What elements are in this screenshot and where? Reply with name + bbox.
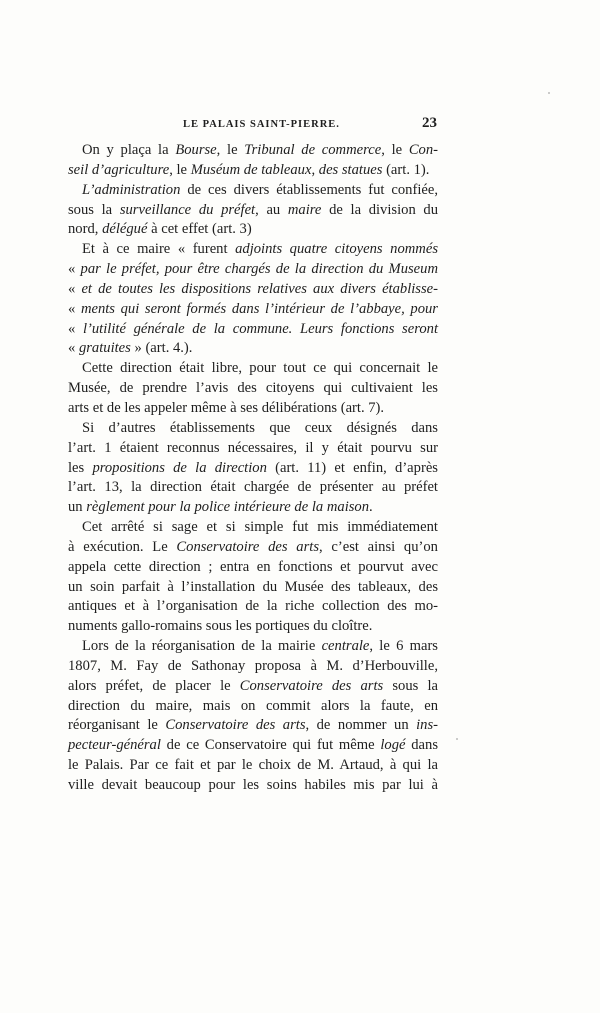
italic-text: des statues <box>318 161 383 178</box>
text-line <box>68 478 438 498</box>
text-line <box>68 538 438 558</box>
italic-text: surveillance du préfet <box>119 201 256 218</box>
text-line <box>68 260 438 280</box>
text-run: alors préfet, de placer le <box>68 677 240 694</box>
text-run: dans <box>405 737 438 754</box>
italic-text: Conservatoire des arts <box>176 538 319 555</box>
text-run: (art. 11) et enfin, d’après <box>266 459 438 476</box>
text-line <box>68 736 438 756</box>
italic-text: logé <box>380 737 406 754</box>
text-run: « <box>68 320 83 337</box>
text-line <box>68 677 438 697</box>
text-line <box>68 300 438 320</box>
text-line <box>68 459 438 479</box>
italic-text: L’administration <box>82 181 181 198</box>
text-line <box>68 518 438 538</box>
text-line <box>68 716 438 736</box>
text-line <box>68 379 438 399</box>
text-line <box>68 617 438 637</box>
scan-speck <box>456 738 458 740</box>
text-run: , c’est ainsi qu’on <box>319 538 438 555</box>
italic-text: seil d’agriculture <box>68 161 170 178</box>
text-run: le Palais. Par ce fait et par le choix de M. Artaud, à qui la <box>68 757 438 774</box>
text-run: « <box>68 261 81 278</box>
italic-text: par le préfet, pour être chargés de la direction du Museum <box>80 261 438 278</box>
text-line <box>68 756 438 776</box>
text-run: de ces divers établissements fut confiée, <box>180 181 438 198</box>
text-line <box>68 339 438 359</box>
text-run: sous la <box>383 677 438 694</box>
text-run: « <box>68 280 82 297</box>
italic-text: Muséum de tableaux <box>190 161 312 178</box>
text-run: l’art. 1 étaient reconnus nécessaires, il y était pourvu sur <box>68 439 438 456</box>
text-run: à exécution. Le <box>68 538 177 555</box>
text-run: , le <box>169 161 191 178</box>
italic-text: délégué <box>102 221 148 238</box>
text-run: ville devait beaucoup pour les soins habiles mis par lui à <box>68 777 438 793</box>
text-run: (art. 1). <box>382 161 430 178</box>
text-line <box>68 657 438 677</box>
text-line <box>68 161 438 181</box>
text-run: les <box>68 459 93 476</box>
italic-text: et de toutes les dispositions relatives aux divers établisse- <box>81 280 438 297</box>
text-line <box>68 280 438 300</box>
italic-text: ments qui seront formés dans l’intérieur de l’abbaye, pour <box>80 300 438 317</box>
text-run: , <box>311 161 319 178</box>
italic-text: maire <box>287 201 322 218</box>
text-line <box>68 439 438 459</box>
italic-text: Con- <box>408 142 438 158</box>
italic-text: Bourse <box>175 142 217 158</box>
running-title: LE PALAIS SAINT-PIERRE. <box>183 119 340 130</box>
text-line <box>68 637 438 657</box>
text-run: l’art. 13, la direction était chargée de présenter au préfet <box>68 479 438 496</box>
text-line <box>68 359 438 379</box>
italic-text: ins- <box>416 717 439 734</box>
text-run: sous la <box>68 201 120 218</box>
text-run: , au <box>255 201 288 218</box>
text-line <box>68 141 438 161</box>
italic-text: centrale <box>321 638 370 655</box>
text-line <box>68 558 438 578</box>
text-run: nord, <box>68 221 103 238</box>
italic-text: règlement pour la police intérieure de la maison <box>86 499 370 516</box>
text-line <box>68 320 438 340</box>
text-run: Si d’autres établissements que ceux désignés dans <box>82 419 438 436</box>
text-run: , le <box>381 142 409 158</box>
text-line <box>68 578 438 598</box>
text-line <box>68 399 438 419</box>
italic-text: Conservatoire des arts <box>239 677 384 694</box>
italic-text: Conservatoire des arts <box>165 717 306 734</box>
text-run: Cette direction était libre, pour tout ce qui concernait le <box>82 360 438 377</box>
text-run: Et à ce maire « furent <box>82 241 236 258</box>
text-run: de la division du <box>321 201 438 218</box>
text-line <box>68 597 438 617</box>
text-run: un soin parfait à l’installation du Musée des tableaux, des <box>68 578 438 595</box>
text-run: Cet arrêté si sage et si simple fut mis immédiatement <box>82 519 438 536</box>
italic-text: gratuites <box>78 340 131 357</box>
text-run: 1807, M. Fay de Sathonay proposa à M. d’Herbouville, <box>68 657 438 674</box>
italic-text: l’utilité générale de la commune. Leurs fonctions seront <box>82 320 438 337</box>
text-run: , le 6 mars <box>369 638 438 655</box>
italic-text: pecteur-général <box>68 737 161 754</box>
text-run: arts et de les appeler même à ses délibérations (art. 7). <box>68 399 385 416</box>
text-line <box>68 498 438 518</box>
text-run: de ce Conservatoire qui fut même <box>160 737 381 754</box>
italic-text: adjoints quatre citoyens nommés <box>235 241 438 258</box>
text-run: direction du maire, mais on commit alors la faute, en <box>68 697 438 714</box>
text-run: » (art. 4.). <box>130 340 193 357</box>
text-line <box>68 419 438 439</box>
text-line <box>68 201 438 221</box>
text-run: On y plaça la <box>82 142 176 158</box>
text-run: Musée, de prendre l’avis des citoyens qui cultivaient les <box>68 380 438 397</box>
text-line <box>68 776 438 796</box>
page-number: 23 <box>422 115 437 131</box>
text-run: un <box>68 499 87 516</box>
text-run: Lors de la réorganisation de la mairie <box>82 638 322 655</box>
text-run: antiques et à l’organisation de la riche collection des mo- <box>68 598 438 615</box>
text-run: numents gallo-romains sous les portiques du cloître. <box>68 618 373 635</box>
text-line <box>68 181 438 201</box>
text-run: . <box>369 499 373 516</box>
italic-text: propositions de la direction <box>92 459 267 476</box>
text-run: , de nommer un <box>305 717 417 734</box>
text-run: « <box>68 300 81 317</box>
scan-speck <box>548 92 550 94</box>
text-line <box>68 220 438 240</box>
body-text <box>68 141 438 796</box>
text-line <box>68 240 438 260</box>
italic-text: Tribunal de commerce <box>244 142 382 158</box>
text-run: réorganisant le <box>68 717 166 734</box>
text-run: appela cette direction ; entra en fonctions et pourvut avec <box>68 558 438 575</box>
text-run: , le <box>216 142 245 158</box>
text-run: « <box>68 340 79 357</box>
text-line <box>68 697 438 717</box>
text-run: à cet effet (art. 3) <box>147 221 252 238</box>
